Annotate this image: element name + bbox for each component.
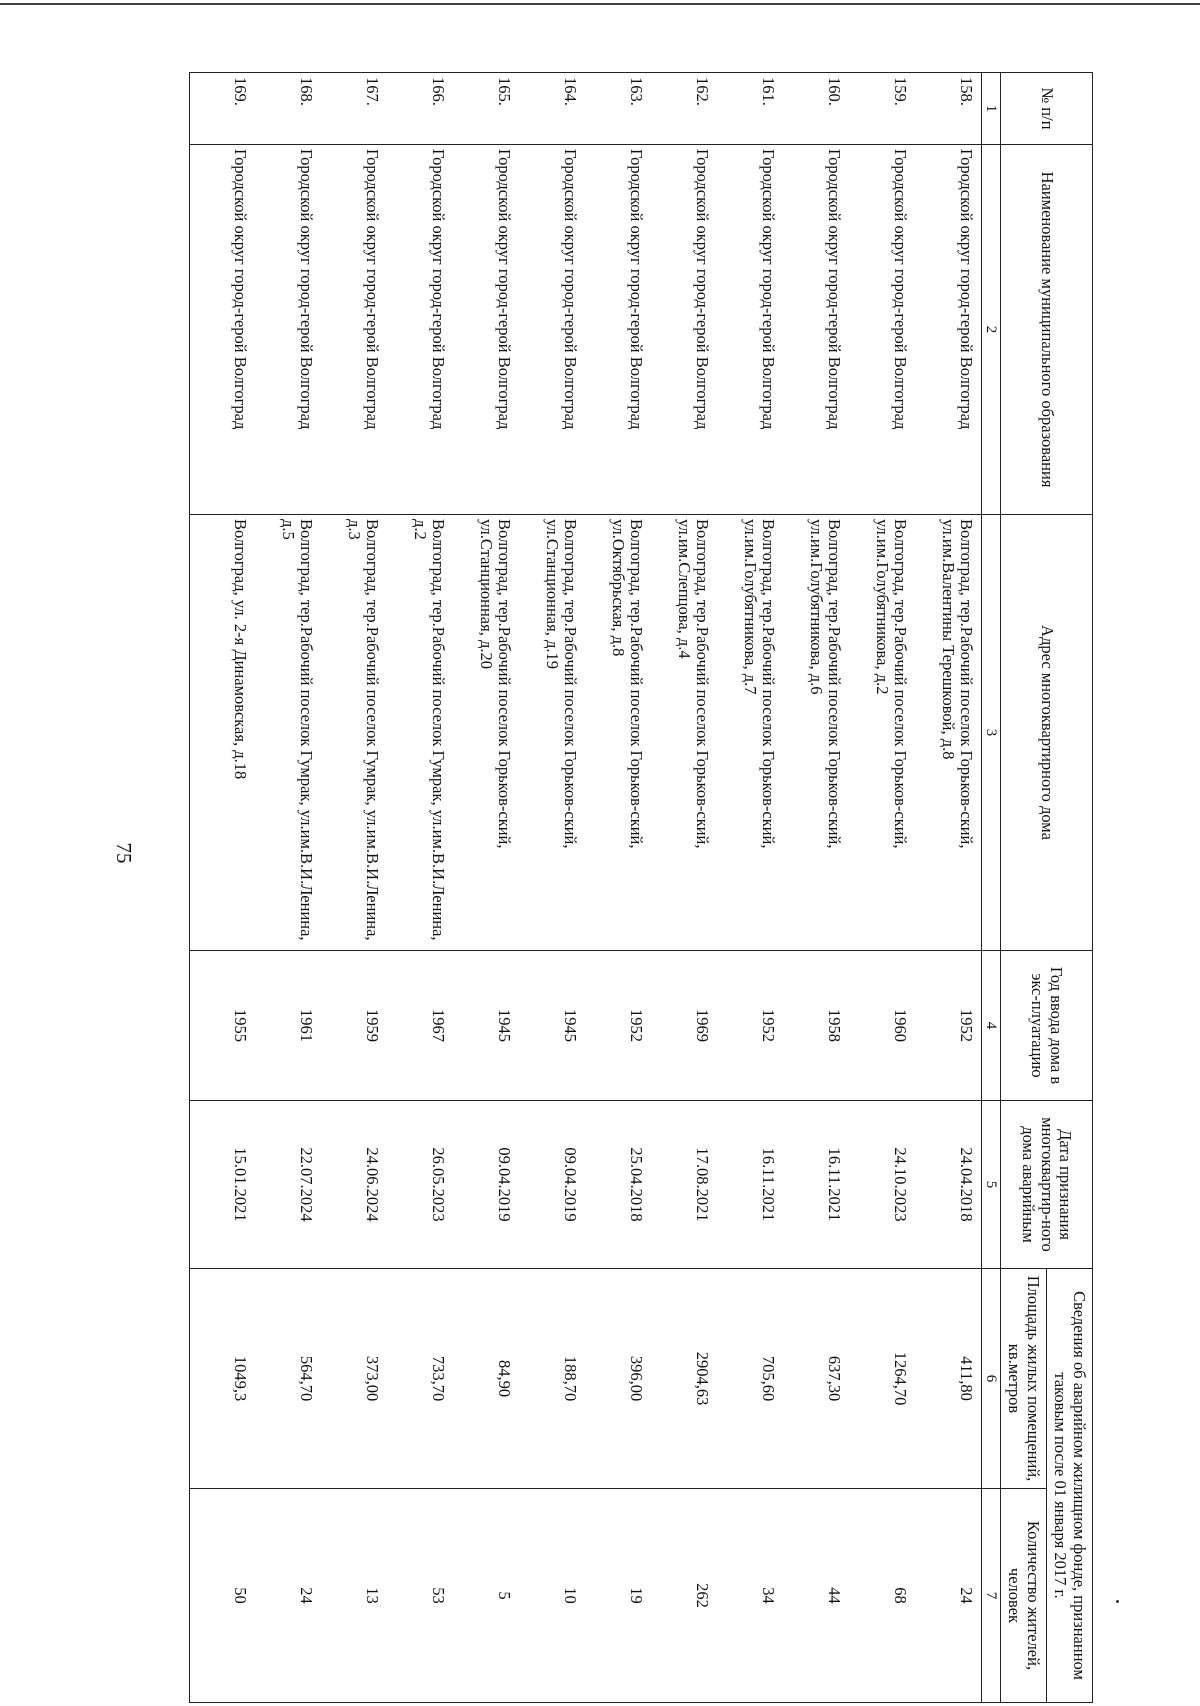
- residents-count: 19: [586, 1489, 652, 1703]
- header-area: Площадь жилых помещений, кв.метров: [1001, 1269, 1047, 1489]
- municipality-name: Городской округ город-герой Волгоград: [916, 145, 982, 515]
- header-address: Адрес многоквартирного дома: [1001, 515, 1093, 951]
- rotated-table-container: [213, 72, 1093, 1702]
- residents-count: 10: [520, 1489, 586, 1703]
- commission-year: 1959: [322, 951, 388, 1101]
- row-number: 160.: [784, 73, 850, 145]
- living-area: 411,80: [916, 1269, 982, 1489]
- commission-year: 1955: [190, 951, 256, 1101]
- table-body: [190, 73, 982, 1703]
- commission-year: 1969: [652, 951, 718, 1101]
- municipality-name: Городской округ город-герой Волгоград: [784, 145, 850, 515]
- table-row: [388, 73, 454, 1703]
- row-number: 166.: [388, 73, 454, 145]
- table-row: [256, 73, 322, 1703]
- municipality-name: Городской округ город-герой Волгоград: [256, 145, 322, 515]
- row-number: 169.: [190, 73, 256, 145]
- building-address: Волгоград, тер.Рабочий поселок Горьков-ский, ул.им.Валентины Терешковой, д.8: [916, 515, 982, 951]
- emergency-date: 22.07.2024: [256, 1101, 322, 1269]
- building-address: Волгоград, тер.Рабочий поселок Горьков-ский, ул.им.Слепцова, д.4: [652, 515, 718, 951]
- table-row: [520, 73, 586, 1703]
- municipality-name: Городской округ город-герой Волгоград: [652, 145, 718, 515]
- commission-year: 1945: [454, 951, 520, 1101]
- building-address: Волгоград, тер.Рабочий поселок Гумрак, ул.им.В.И.Ленина, д.3: [322, 515, 388, 951]
- table-row: [454, 73, 520, 1703]
- building-address: Волгоград, тер.Рабочий поселок Горьков-ский, ул.им.Голубятникова, д.7: [718, 515, 784, 951]
- scan-edge-line: [0, 3, 1200, 5]
- row-number: 163.: [586, 73, 652, 145]
- emergency-date: 15.01.2021: [190, 1101, 256, 1269]
- commission-year: 1961: [256, 951, 322, 1101]
- emergency-date: 25.04.2018: [586, 1101, 652, 1269]
- living-area: 705,60: [718, 1269, 784, 1489]
- commission-year: 1958: [784, 951, 850, 1101]
- emergency-date: 26.05.2023: [388, 1101, 454, 1269]
- living-area: 637,30: [784, 1269, 850, 1489]
- header-year: Год ввода дома в экс-плуатацию: [1001, 951, 1093, 1101]
- residents-count: 44: [784, 1489, 850, 1703]
- living-area: 564,70: [256, 1269, 322, 1489]
- column-number: 2: [982, 145, 1001, 515]
- municipality-name: Городской округ город-герой Волгоград: [454, 145, 520, 515]
- building-address: Волгоград, тер.Рабочий поселок Гумрак, ул.им.В.И.Ленина, д.5: [256, 515, 322, 951]
- row-number: 167.: [322, 73, 388, 145]
- municipality-name: Городской округ город-герой Волгоград: [718, 145, 784, 515]
- living-area: 733,70: [388, 1269, 454, 1489]
- building-address: Волгоград, тер.Рабочий поселок Горьков-ский, ул.Станционная, д.19: [520, 515, 586, 951]
- residents-count: 24: [916, 1489, 982, 1703]
- commission-year: 1960: [850, 951, 916, 1101]
- table-row: [784, 73, 850, 1703]
- page-number: 75: [112, 842, 136, 864]
- emergency-date: 16.11.2021: [784, 1101, 850, 1269]
- residents-count: 53: [388, 1489, 454, 1703]
- emergency-date: 16.11.2021: [718, 1101, 784, 1269]
- living-area: 1049,3: [190, 1269, 256, 1489]
- column-number: 6: [982, 1269, 1001, 1489]
- table-row: [190, 73, 256, 1703]
- living-area: 2904,63: [652, 1269, 718, 1489]
- table-row: [718, 73, 784, 1703]
- row-number: 168.: [256, 73, 322, 145]
- living-area: 1264,70: [850, 1269, 916, 1489]
- column-number: 1: [982, 73, 1001, 145]
- emergency-housing-table: [189, 72, 1093, 1703]
- emergency-date: 24.04.2018: [916, 1101, 982, 1269]
- scan-speck: [1116, 1600, 1119, 1603]
- header-no: № п/п: [1001, 73, 1093, 145]
- commission-year: 1967: [388, 951, 454, 1101]
- table-row: [850, 73, 916, 1703]
- building-address: Волгоград, тер.Рабочий поселок Горьков-ский, ул.Октябрьская, д.8: [586, 515, 652, 951]
- living-area: 188,70: [520, 1269, 586, 1489]
- header-date: Дата признания многоквартир-ного дома аварийным: [1001, 1101, 1093, 1269]
- column-number: 7: [982, 1489, 1001, 1703]
- emergency-date: 09.04.2019: [520, 1101, 586, 1269]
- commission-year: 1952: [586, 951, 652, 1101]
- commission-year: 1945: [520, 951, 586, 1101]
- header-municipality: Наименование муниципального образования: [1001, 145, 1093, 515]
- building-address: Волгоград, тер.Рабочий поселок Горьков-ский, ул.им.Голубятникова, д.2: [850, 515, 916, 951]
- row-number: 158.: [916, 73, 982, 145]
- building-address: Волгоград, тер.Рабочий поселок Горьков-ский, ул.Станционная, д.20: [454, 515, 520, 951]
- residents-count: 68: [850, 1489, 916, 1703]
- table-row: [916, 73, 982, 1703]
- building-address: Волгоград, ул. 2-я Динамовская, д.18: [190, 515, 256, 951]
- residents-count: 34: [718, 1489, 784, 1703]
- living-area: 84,90: [454, 1269, 520, 1489]
- column-number: 5: [982, 1101, 1001, 1269]
- building-address: Волгоград, тер.Рабочий поселок Гумрак, ул.им.В.И.Ленина, д.2: [388, 515, 454, 951]
- municipality-name: Городской округ город-герой Волгоград: [520, 145, 586, 515]
- row-number: 161.: [718, 73, 784, 145]
- table-header: [982, 73, 1093, 1703]
- residents-count: 13: [322, 1489, 388, 1703]
- table-row: [652, 73, 718, 1703]
- emergency-date: 24.10.2023: [850, 1101, 916, 1269]
- residents-count: 262: [652, 1489, 718, 1703]
- row-number: 165.: [454, 73, 520, 145]
- table-row: [322, 73, 388, 1703]
- row-number: 162.: [652, 73, 718, 145]
- living-area: 373,00: [322, 1269, 388, 1489]
- header-group: Сведения об аварийном жилищном фонде, признанном таковым после 01 января 2017 г.: [1047, 1269, 1093, 1703]
- column-number: 4: [982, 951, 1001, 1101]
- municipality-name: Городской округ город-герой Волгоград: [850, 145, 916, 515]
- residents-count: 5: [454, 1489, 520, 1703]
- table-row: [586, 73, 652, 1703]
- emergency-date: 24.06.2024: [322, 1101, 388, 1269]
- municipality-name: Городской округ город-герой Волгоград: [388, 145, 454, 515]
- living-area: 396,00: [586, 1269, 652, 1489]
- commission-year: 1952: [718, 951, 784, 1101]
- header-residents: Количество жителей, человек: [1001, 1489, 1047, 1703]
- emergency-date: 09.04.2019: [454, 1101, 520, 1269]
- commission-year: 1952: [916, 951, 982, 1101]
- row-number: 164.: [520, 73, 586, 145]
- residents-count: 24: [256, 1489, 322, 1703]
- municipality-name: Городской округ город-герой Волгоград: [322, 145, 388, 515]
- row-number: 159.: [850, 73, 916, 145]
- column-number-row: [982, 73, 1001, 1703]
- municipality-name: Городской округ город-герой Волгоград: [190, 145, 256, 515]
- residents-count: 50: [190, 1489, 256, 1703]
- municipality-name: Городской округ город-герой Волгоград: [586, 145, 652, 515]
- column-number: 3: [982, 515, 1001, 951]
- emergency-date: 17.08.2021: [652, 1101, 718, 1269]
- building-address: Волгоград, тер.Рабочий поселок Горьков-ский, ул.им.Голубятникова, д.6: [784, 515, 850, 951]
